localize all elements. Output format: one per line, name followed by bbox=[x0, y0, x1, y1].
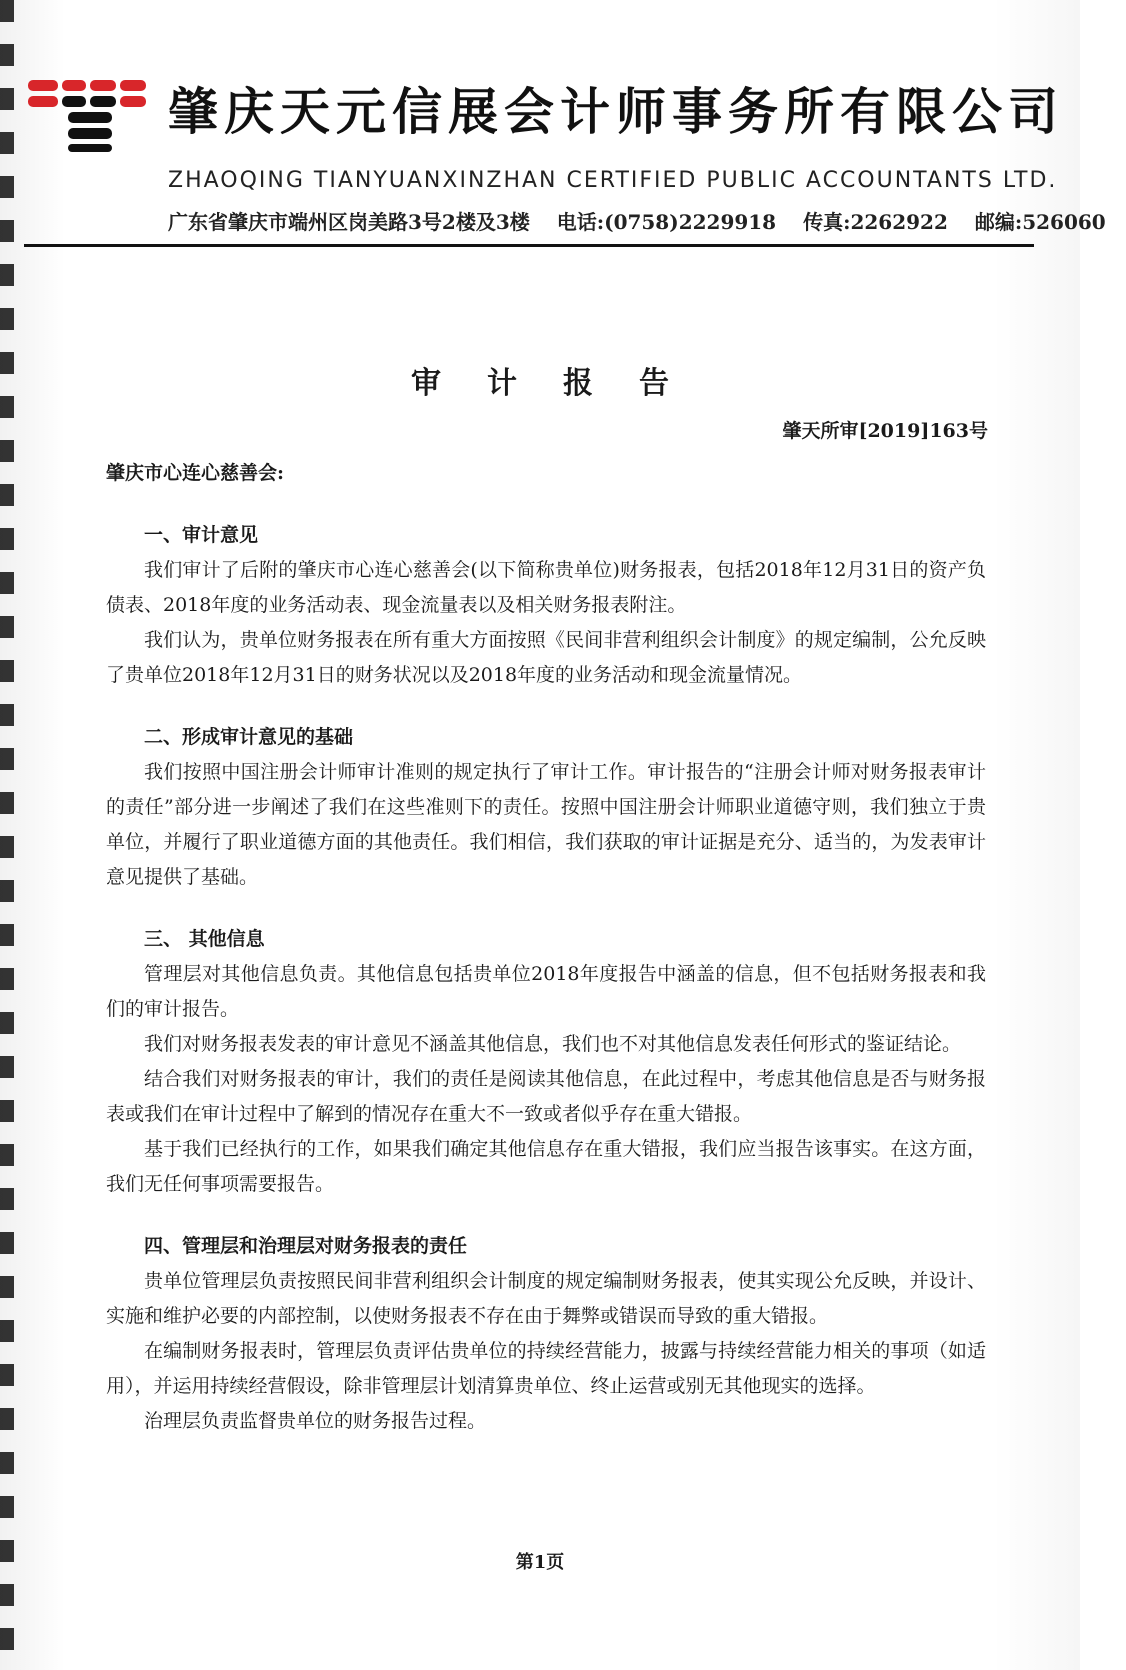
contact-line bbox=[168, 206, 1106, 235]
paragraph: 管理层对其他信息负责。其他信息包括贵单位2018年度报告中涵盖的信息，但不包括财务报表和我们的审计报告。 bbox=[106, 963, 986, 1020]
paragraph: 我们按照中国注册会计师审计准则的规定执行了审计工作。审计报告的“注册会计师对财务报表审计的责任”部分进一步阐述了我们在这些准则下的责任。按照中国注册会计师职业道德守则，我们独立于贵单位，并履行了职业道德方面的其他责任。我们相信，我们获取的审计证据是充分、适当的，为发表审计意见提供了基础。 bbox=[106, 761, 986, 888]
section-heading: 二、形成审计意见的基础 bbox=[144, 726, 354, 748]
paragraph: 治理层负责监督贵单位的财务报告过程。 bbox=[144, 1410, 487, 1432]
section-audit-opinion bbox=[106, 518, 986, 693]
page-number: 第1页 bbox=[515, 1552, 565, 1573]
paragraph: 基于我们已经执行的工作，如果我们确定其他信息存在重大错报，我们应当报告该事实。在这方面，我们无任何事项需要报告。 bbox=[106, 1138, 986, 1195]
phone: 电话:(0758)2229918 bbox=[556, 210, 777, 234]
address: 广东省肇庆市端州区岗美路3号2楼及3楼 bbox=[168, 210, 530, 234]
paragraph: 贵单位管理层负责按照民间非营利组织会计制度的规定编制财务报表，使其实现公允反映，并设计、实施和维护必要的内部控制，以使财务报表不存在由于舞弊或错误而导致的重大错报。 bbox=[106, 1270, 986, 1327]
paragraph: 结合我们对财务报表的审计，我们的责任是阅读其他信息，在此过程中，考虑其他信息是否与财务报表或我们在审计过程中了解到的情况存在重大不一致或者似乎存在重大错报。 bbox=[106, 1068, 986, 1125]
reference-number: 肇天所审[2019]163号 bbox=[782, 420, 988, 442]
section-management-responsibility bbox=[106, 1229, 986, 1439]
postcode: 邮编:526060 bbox=[974, 210, 1106, 234]
report-body bbox=[106, 518, 986, 1439]
section-other-information bbox=[106, 922, 986, 1202]
firm-name-english: ZHAOQING TIANYUANXINZHAN CERTIFIED PUBLIC ACCOUNTANTS LTD. bbox=[168, 168, 1058, 193]
letterhead-divider bbox=[24, 244, 1034, 247]
firm-name-chinese: 肇庆天元信展会计师事务所有限公司 bbox=[168, 82, 1064, 141]
addressee: 肇庆市心连心慈善会: bbox=[106, 462, 285, 484]
paragraph: 我们认为，贵单位财务报表在所有重大方面按照《民间非营利组织会计制度》的规定编制，公允反映了贵单位2018年12月31日的财务状况以及2018年度的业务活动和现金流量情况。 bbox=[106, 629, 986, 686]
paragraph: 我们对财务报表发表的审计意见不涵盖其他信息，我们也不对其他信息发表任何形式的鉴证结论。 bbox=[144, 1033, 962, 1055]
paragraph: 在编制财务报表时，管理层负责评估贵单位的持续经营能力，披露与持续经营能力相关的事项（如适用），并运用持续经营假设，除非管理层计划清算贵单位、终止运营或别无其他现实的选择。 bbox=[106, 1340, 986, 1397]
firm-logo-icon bbox=[28, 76, 148, 152]
section-heading: 三、 其他信息 bbox=[144, 928, 265, 950]
section-basis-for-opinion bbox=[106, 720, 986, 895]
binding-holes bbox=[0, 0, 14, 1670]
paragraph: 我们审计了后附的肇庆市心连心慈善会(以下简称贵单位)财务报表，包括2018年12月31日的资产负债表、2018年度的业务活动表、现金流量表以及相关财务报表附注。 bbox=[106, 559, 986, 616]
fax: 传真:2262922 bbox=[803, 210, 948, 234]
section-heading: 四、管理层和治理层对财务报表的责任 bbox=[144, 1235, 468, 1257]
letterhead bbox=[28, 70, 1106, 250]
section-heading: 一、审计意见 bbox=[144, 524, 259, 546]
document-title: 审计报告 bbox=[411, 366, 715, 401]
